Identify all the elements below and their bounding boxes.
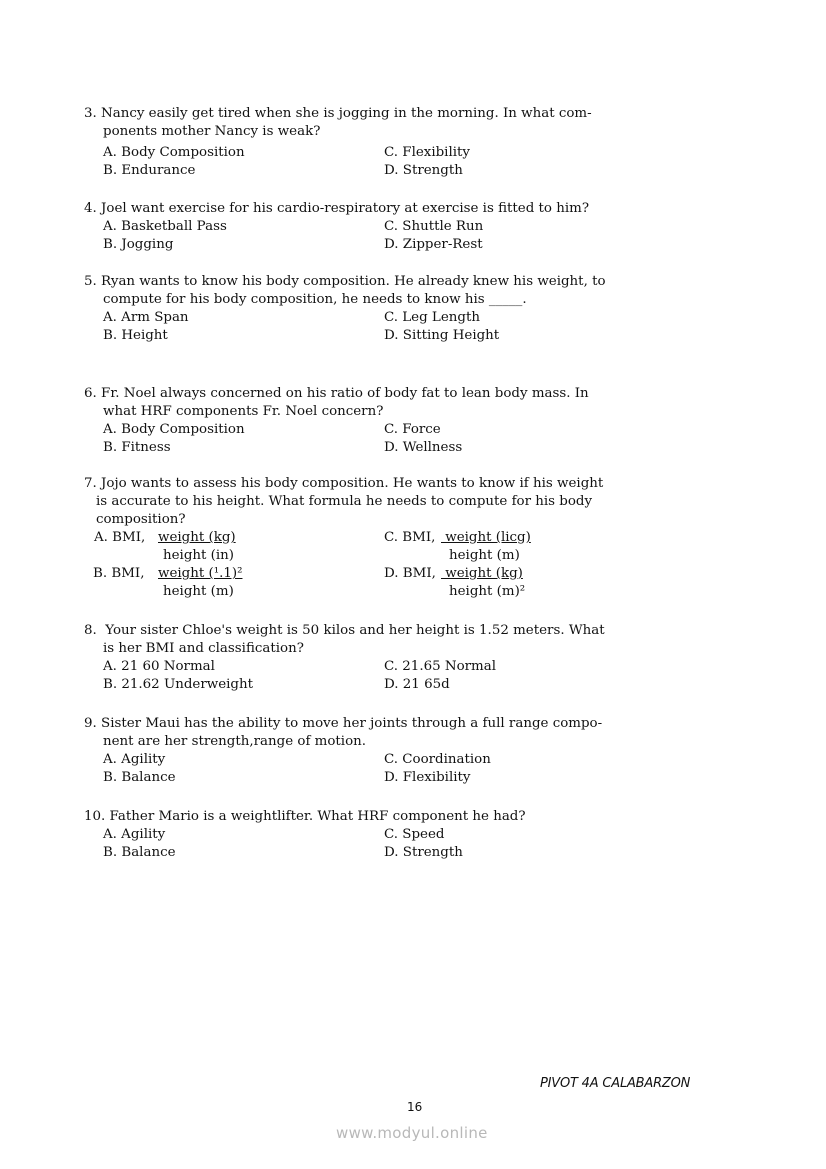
answer-option: B. 21.62 Underweight	[103, 677, 253, 692]
formula-numerator: weight (kg)	[158, 530, 236, 545]
answer-option: D. Strength	[384, 163, 463, 178]
page-number: 16	[407, 1100, 423, 1114]
question-text: 10. Father Mario is a weightlifter. What HRF component he had?	[84, 809, 526, 824]
answer-option: D. 21 65d	[384, 677, 450, 692]
answer-option: B. Balance	[103, 770, 176, 785]
formula-option-label: D. BMI,	[384, 566, 436, 581]
answer-option: B. Jogging	[103, 237, 174, 252]
formula-numerator: weight (licg)	[441, 530, 531, 545]
answer-option: D. Sitting Height	[384, 328, 500, 343]
answer-option: A. Body Composition	[103, 422, 245, 437]
answer-option: A. 21 60 Normal	[103, 659, 215, 674]
question-text: 5. Ryan wants to know his body composition. He already knew his weight, to	[84, 274, 606, 289]
answer-option: D. Wellness	[384, 440, 463, 455]
formula-numerator: weight (¹.1)²	[158, 566, 243, 581]
question-text-continued: compute for his body composition, he needs to know his _____.	[103, 292, 527, 307]
answer-option: C. Force	[384, 422, 441, 437]
question-text-continued: nent are her strength,range of motion.	[103, 734, 367, 749]
answer-option: B. Endurance	[103, 163, 196, 178]
answer-option: A. Body Composition	[103, 145, 245, 160]
formula-denominator: height (m)	[449, 548, 520, 563]
question-text: 8. Your sister Chloe's weight is 50 kilos and her height is 1.52 meters. What	[84, 623, 605, 638]
answer-option: A. Arm Span	[103, 310, 189, 325]
answer-option: C. Flexibility	[384, 145, 470, 160]
answer-option: C. Shuttle Run	[384, 219, 484, 234]
answer-option: A. Basketball Pass	[103, 219, 227, 234]
question-text-continued: what HRF components Fr. Noel concern?	[103, 404, 384, 419]
question-text: 3. Nancy easily get tired when she is jogging in the morning. In what com-	[84, 106, 592, 121]
answer-option: D. Strength	[384, 845, 463, 860]
answer-option: C. Speed	[384, 827, 445, 842]
footer-organization: PIVOT 4A CALABARZON	[540, 1076, 691, 1091]
question-text: 9. Sister Maui has the ability to move her joints through a full range compo-	[84, 716, 603, 731]
answer-option: B. Height	[103, 328, 168, 343]
question-text: 4. Joel want exercise for his cardio-respiratory at exercise is fitted to him?	[84, 201, 590, 216]
answer-option: C. 21.65 Normal	[384, 659, 497, 674]
question-text-continued: is accurate to his height. What formula he needs to compute for his body	[96, 494, 593, 509]
question-text-continued: ponents mother Nancy is weak?	[103, 124, 321, 139]
answer-option: D. Flexibility	[384, 770, 471, 785]
answer-option: B. Fitness	[103, 440, 171, 455]
formula-option-label: A. BMI,	[94, 530, 146, 545]
answer-option: C. Leg Length	[384, 310, 480, 325]
question-text-continued: composition?	[96, 512, 186, 527]
answer-option: D. Zipper-Rest	[384, 237, 483, 252]
formula-numerator: weight (kg)	[441, 566, 523, 581]
formula-denominator: height (m)	[163, 584, 234, 599]
question-text: 6. Fr. Noel always concerned on his ratio of body fat to lean body mass. In	[84, 386, 589, 401]
answer-option: A. Agility	[103, 752, 166, 767]
formula-denominator: height (in)	[163, 548, 235, 563]
watermark: www.modyul.online	[336, 1124, 488, 1142]
formula-option-label: C. BMI,	[384, 530, 436, 545]
answer-option: C. Coordination	[384, 752, 491, 767]
answer-option: A. Agility	[103, 827, 166, 842]
formula-option-label: B. BMI,	[93, 566, 145, 581]
question-text-continued: is her BMI and classification?	[103, 641, 304, 656]
formula-denominator: height (m)²	[449, 584, 526, 599]
answer-option: B. Balance	[103, 845, 176, 860]
question-text: 7. Jojo wants to assess his body composition. He wants to know if his weight	[84, 476, 604, 491]
